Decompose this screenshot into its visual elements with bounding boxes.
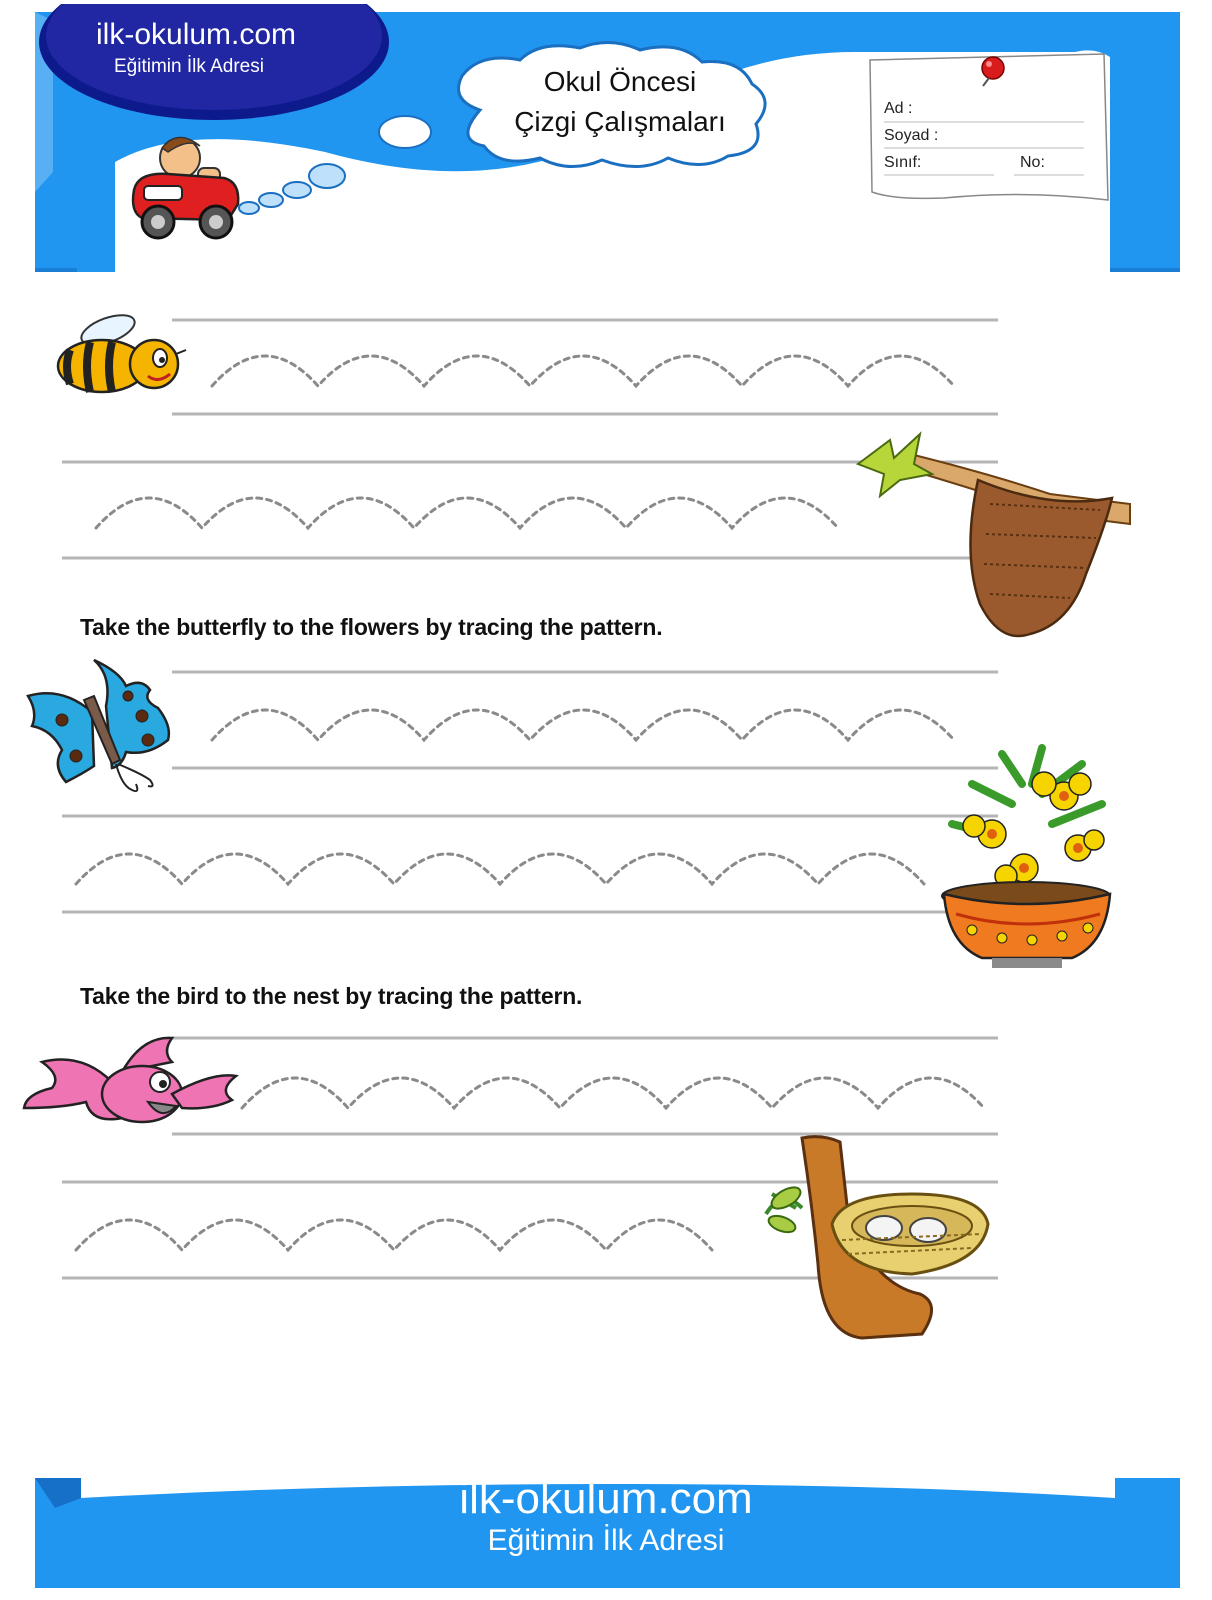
number-label: No: [1020,154,1045,171]
page-title-line1: Okul Öncesi [543,66,697,97]
header-logo-url[interactable]: ilk-okulum.com [96,18,297,51]
nest-icon [752,1134,1000,1346]
footer-url[interactable]: ilk-okulum.com [459,1474,753,1523]
header-logo-tagline: Eğitimin İlk Adresi [114,56,264,77]
bee-icon [48,312,188,402]
butterfly-icon [22,656,182,806]
surname-label: Soyad : [884,127,939,144]
flower-pot-icon [932,744,1122,972]
bird-icon [22,1032,242,1136]
trace-pattern-row[interactable] [96,498,838,528]
trace-pattern-row[interactable] [212,356,954,386]
trace-pattern-row[interactable] [212,710,954,740]
instruction-bird: Take the bird to the nest by tracing the pattern. [80,983,583,1009]
name-label: Ad : [884,100,913,117]
footer-tagline: Eğitimin İlk Adresi [487,1524,725,1557]
trace-pattern-row[interactable] [76,1220,712,1250]
trace-pattern-row[interactable] [242,1078,984,1108]
beehive-icon [850,414,1136,646]
page-title-line2: Çizgi Çalışmaları [514,106,726,137]
instruction-butterfly: Take the butterfly to the flowers by tracing the pattern. [80,614,663,640]
class-label: Sınıf: [884,154,922,171]
trace-pattern-row[interactable] [76,854,924,884]
